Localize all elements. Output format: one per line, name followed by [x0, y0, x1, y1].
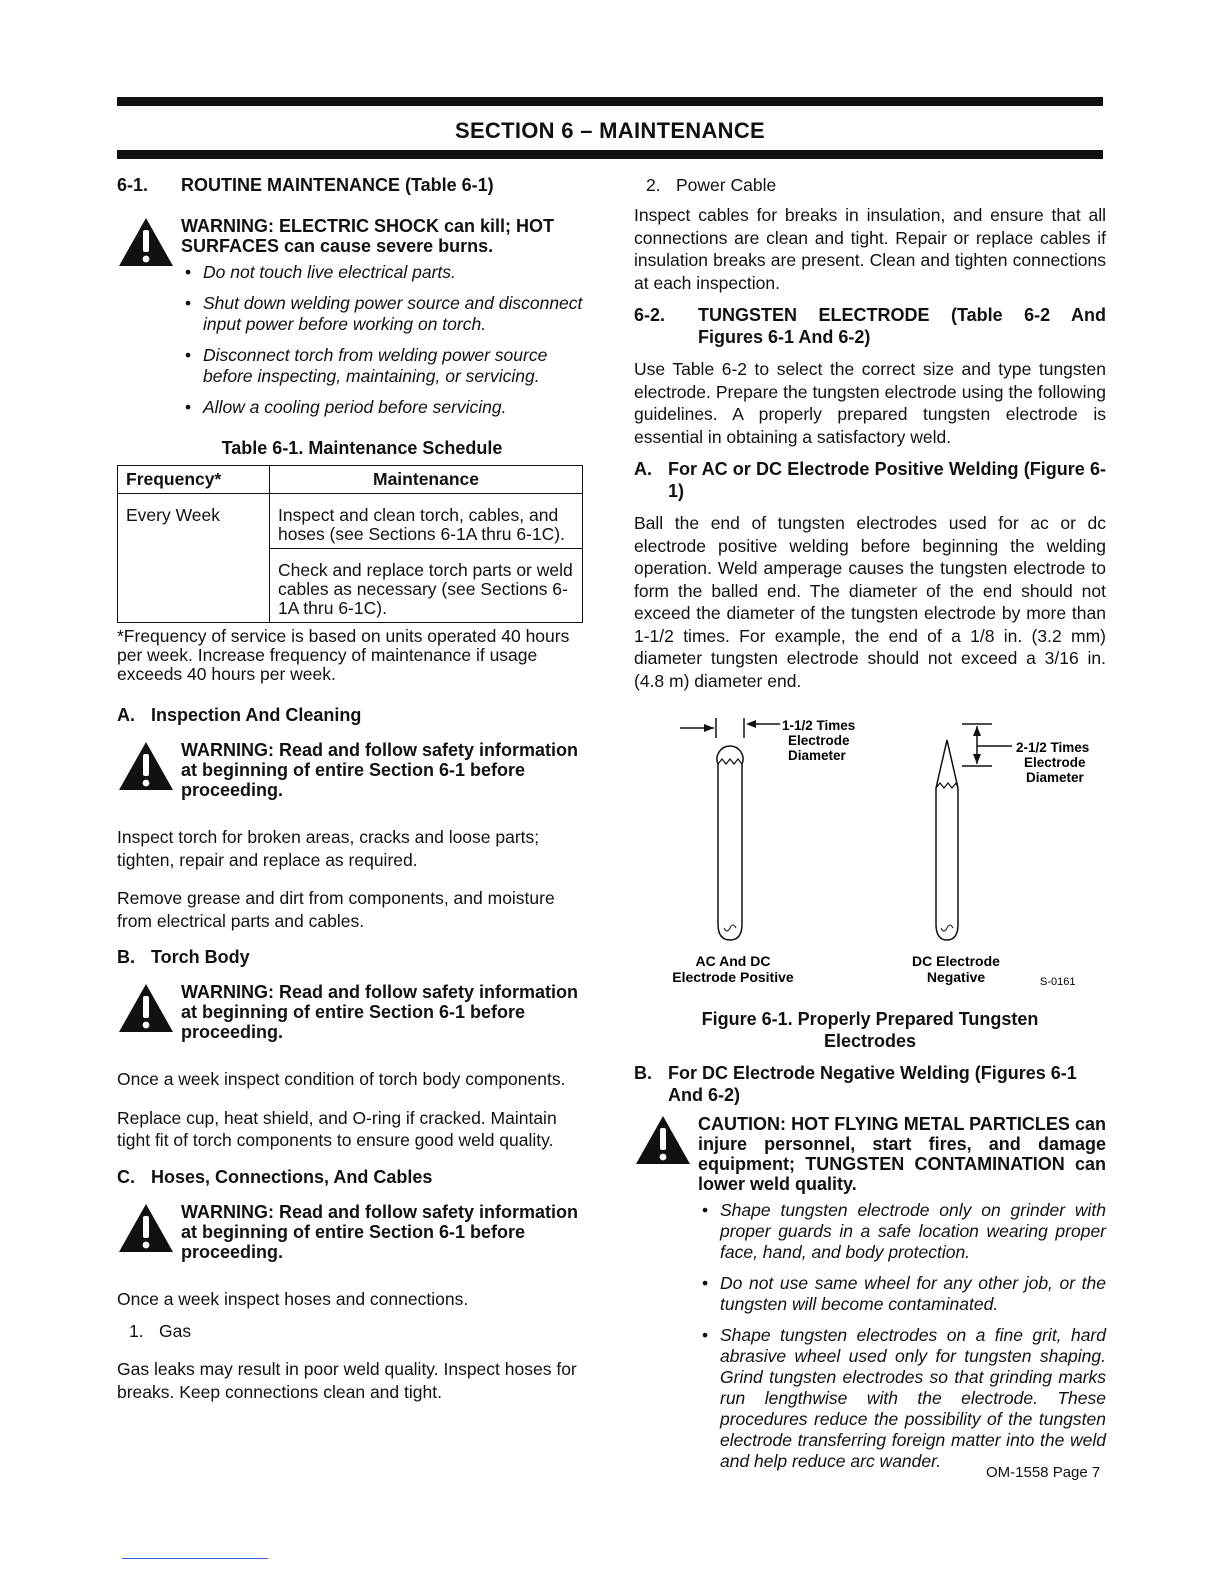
list-item-gas	[117, 1320, 587, 1342]
list-item-power-cable	[634, 174, 1106, 196]
heading-6-1	[117, 174, 587, 196]
bullet-item: • Disconnect torch from welding power source before inspecting, maintaining, or servicing.	[181, 345, 587, 387]
heading-number: C.	[117, 1166, 135, 1187]
caution-title: CAUTION: HOT FLYING METAL PARTICLES can injure personnel, start fires, and damage equipment; TUNGSTEN CONTAMINATION can lower weld quality.	[698, 1114, 1106, 1194]
warning-title: WARNING: Read and follow safety information at beginning of entire Section 6-1 before proceeding.	[181, 740, 579, 800]
warning-triangle-icon	[117, 740, 181, 792]
bullet-item: • Do not touch live electrical parts.	[181, 262, 587, 283]
figure-cap-line: Electrode Positive	[672, 969, 794, 985]
heading-number: A.	[634, 459, 652, 479]
heading-number: 6-1.	[117, 175, 149, 195]
section-title: SECTION 6 – MAINTENANCE	[454, 118, 766, 143]
figure-label-line: 1-1/2 Times	[782, 718, 856, 733]
header-top-rule	[117, 97, 1103, 106]
heading-a	[117, 704, 587, 726]
heading-number: 6-2.	[634, 305, 666, 325]
warning-triangle-icon	[634, 1114, 698, 1166]
electrode-balled	[680, 718, 780, 940]
list-number: 2.	[646, 175, 661, 195]
table-row	[118, 494, 583, 549]
paragraph: Once a week inspect hoses and connections.	[117, 1288, 469, 1309]
heading-number: B.	[117, 947, 135, 967]
paragraph: Use Table 6-2 to select the correct size and type tungsten electrode. Prepare the tungsten electrode using the following guidelines. A properly prepared tungsten electrode is essential in obtaining a satisfactory weld.	[634, 359, 1106, 447]
list-label: Power Cable	[676, 175, 777, 195]
table-cell: Inspect and clean torch, cables, and hoses (see Sections 6-1A thru 6-1C).	[270, 494, 583, 549]
heading-text: TUNGSTEN ELECTRODE (Table 6-2 And Figures 6-1 And 6-2)	[698, 305, 1106, 347]
warning-title: WARNING: ELECTRIC SHOCK can kill; HOT SURFACES can cause severe burns.	[181, 216, 555, 256]
bullet-item: • Shape tungsten electrodes on a fine grit, hard abrasive wheel used only for tungsten shaping. Grind tungsten electrodes so that grinding marks run lengthwise with the electrode. These procedures reduce the possibility of the tungsten electrode transferring foreign matter into the weld and help reduce arc wander.	[698, 1325, 1106, 1472]
warning-triangle-icon	[117, 1202, 181, 1254]
figure-cap-line: DC Electrode	[912, 953, 1000, 969]
warning-title: WARNING: Read and follow safety information at beginning of entire Section 6-1 before proceeding.	[181, 982, 579, 1042]
heading-text: ROUTINE MAINTENANCE (Table 6-1)	[181, 175, 494, 195]
figure-label-line: Electrode	[788, 733, 850, 748]
warning-block	[117, 1202, 587, 1262]
figure-tungsten-electrodes	[634, 702, 1106, 998]
bullet-item: • Do not use same wheel for any other job, or the tungsten will become contaminated.	[698, 1273, 1106, 1315]
warning-bullets	[181, 262, 587, 418]
header-bottom-rule	[117, 150, 1103, 159]
heading-text: Torch Body	[151, 947, 250, 967]
list-label: Gas	[159, 1321, 192, 1341]
figure-label-line: Diameter	[788, 748, 846, 763]
table-caption: Table 6-1. Maintenance Schedule	[221, 438, 503, 458]
paragraph: Ball the end of tungsten electrodes used for ac or dc electrode positive welding before beginning the welding operation. Weld amperage causes the tungsten electrode to form the balled end. The diameter of the end should not exceed the diameter of the tungsten electrode by more than 1-1/2 times. For example, the end of a 1/8 in. (3.2 mm) diameter tungsten electrode should not exceed a 3/16 in. (4.8 m) diameter end.	[634, 513, 1106, 691]
figure-caption: Figure 6-1. Properly Prepared Tungsten Electrodes	[701, 1009, 1039, 1051]
heading-6-2	[634, 304, 1106, 348]
paragraph: Inspect cables for breaks in insulation, and ensure that all connections are clean and tight. Repair or replace cables if insulation breaks are present. Clean and tighten connections at each inspection.	[634, 205, 1106, 293]
warning-block	[117, 740, 587, 800]
bullet-item: • Allow a cooling period before servicing.	[181, 397, 587, 418]
table-cell-frequency: Every Week	[118, 494, 270, 623]
table-header-maintenance: Maintenance	[270, 466, 583, 494]
warning-block	[117, 216, 587, 428]
caution-bullets	[698, 1200, 1106, 1472]
figure-label-1	[782, 718, 855, 763]
table-cell: Check and replace torch parts or weld cables as necessary (see Sections 6-1A thru 6-1C).	[270, 549, 583, 623]
heading-number: A.	[117, 705, 135, 725]
heading-text: Inspection And Cleaning	[151, 705, 362, 725]
bullet-item: • Shape tungsten electrode only on grinder with proper guards in a safe location wearing proper face, hand, and body protection.	[698, 1200, 1106, 1263]
figure-label-line: Electrode	[1024, 755, 1086, 770]
heading-c	[117, 1166, 587, 1188]
figure-cap-right	[912, 953, 1000, 985]
warning-triangle-icon	[117, 216, 181, 268]
heading-text: For AC or DC Electrode Positive Welding (Figure 6-1)	[668, 459, 1106, 501]
table-footnote: *Frequency of service is based on units operated 40 hours per week. Increase frequency of maintenance if usage exceeds 40 hours per week.	[117, 626, 570, 684]
heading-sub-a	[634, 458, 1106, 502]
heading-text: For DC Electrode Negative Welding (Figures 6-1 And 6-2)	[668, 1063, 1077, 1105]
figure-code: S-0161	[1040, 976, 1076, 988]
paragraph: Replace cup, heat shield, and O-ring if cracked. Maintain tight fit of torch components to ensure good weld quality.	[117, 1107, 557, 1150]
figure-cap-line: AC And DC	[695, 953, 771, 969]
electrode-pointed	[936, 724, 1012, 940]
warning-title: WARNING: Read and follow safety information at beginning of entire Section 6-1 before proceeding.	[181, 1201, 579, 1262]
heading-b	[117, 946, 587, 968]
figure-label-2	[1016, 740, 1089, 785]
heading-number: B.	[634, 1063, 652, 1083]
heading-text: Hoses, Connections, And Cables	[151, 1166, 433, 1187]
paragraph: Gas leaks may result in poor weld quality. Inspect hoses for breaks. Keep connections clean and tight.	[117, 1359, 577, 1402]
maintenance-table	[117, 465, 583, 623]
page-number: OM-1558 Page 7	[986, 1464, 1101, 1481]
paragraph: Once a week inspect condition of torch body components.	[117, 1069, 566, 1089]
table-header-row	[118, 466, 583, 494]
paragraph: Remove grease and dirt from components, and moisture from electrical parts and cables.	[117, 888, 555, 931]
figure-label-line: 2-1/2 Times	[1016, 740, 1090, 755]
table-header-frequency: Frequency*	[118, 466, 270, 494]
figure-label-line: Diameter	[1026, 770, 1084, 785]
heading-sub-b	[634, 1062, 1106, 1106]
figure-cap-left	[672, 953, 794, 985]
caution-block	[634, 1114, 1106, 1482]
figure-cap-line: Negative	[926, 969, 986, 985]
left-column	[117, 174, 587, 1403]
footer-link-underline	[122, 1558, 268, 1559]
warning-triangle-icon	[117, 982, 181, 1034]
bullet-item: • Shut down welding power source and disconnect input power before working on torch.	[181, 293, 587, 335]
right-column	[634, 174, 1106, 1482]
list-number: 1.	[129, 1321, 144, 1341]
warning-block	[117, 982, 587, 1042]
paragraph: Inspect torch for broken areas, cracks and loose parts; tighten, repair and replace as required.	[117, 827, 540, 870]
